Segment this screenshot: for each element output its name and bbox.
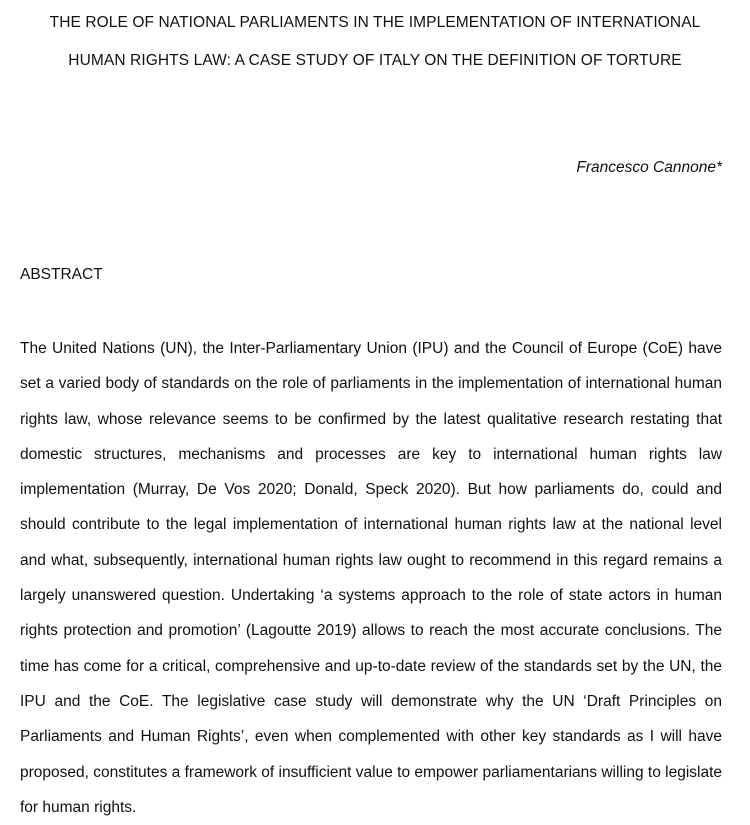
author-name: Francesco Cannone* — [576, 159, 722, 176]
paper-title-line-2: HUMAN RIGHTS LAW: A CASE STUDY OF ITALY ON THE DEFINITION OF TORTURE — [68, 52, 682, 69]
abstract-body: The United Nations (UN), the Inter-Parliamentary Union (IPU) and the Council of Europe (CoE) have set a varied body of standards on the role of parliaments in the implementation of international human rights law, whose relevance seems to be confirmed by the latest qualitative research restating that domestic structures, mechanisms and processes are key to international human rights law implementation (Murray, De Vos 2020; Donald, Speck 2020). But how parliaments do, could and should contribute to the legal implementation of international human rights law at the national level and what, subsequently, international human rights law ought to recommend in this regard remains a largely unanswered question. Undertaking ‘a systems approach to the role of state actors in human rights protection and promotion’ (Lagoutte 2019) allows to reach the most accurate conclusions. The time has come for a critical, comprehensive and up-to-date review of the standards set by the UN, the IPU and the CoE. The legislative case study will demonstrate why the UN ‘Draft Principles on Parliaments and Human Rights’, even when complemented with other key standards as I will have proposed, constitutes a framework of insufficient value to empower parliamentarians willing to legislate for human rights. — [20, 340, 722, 816]
abstract-heading: ABSTRACT — [20, 266, 103, 283]
paper-title-line-1: THE ROLE OF NATIONAL PARLIAMENTS IN THE IMPLEMENTATION OF INTERNATIONAL — [49, 14, 701, 31]
